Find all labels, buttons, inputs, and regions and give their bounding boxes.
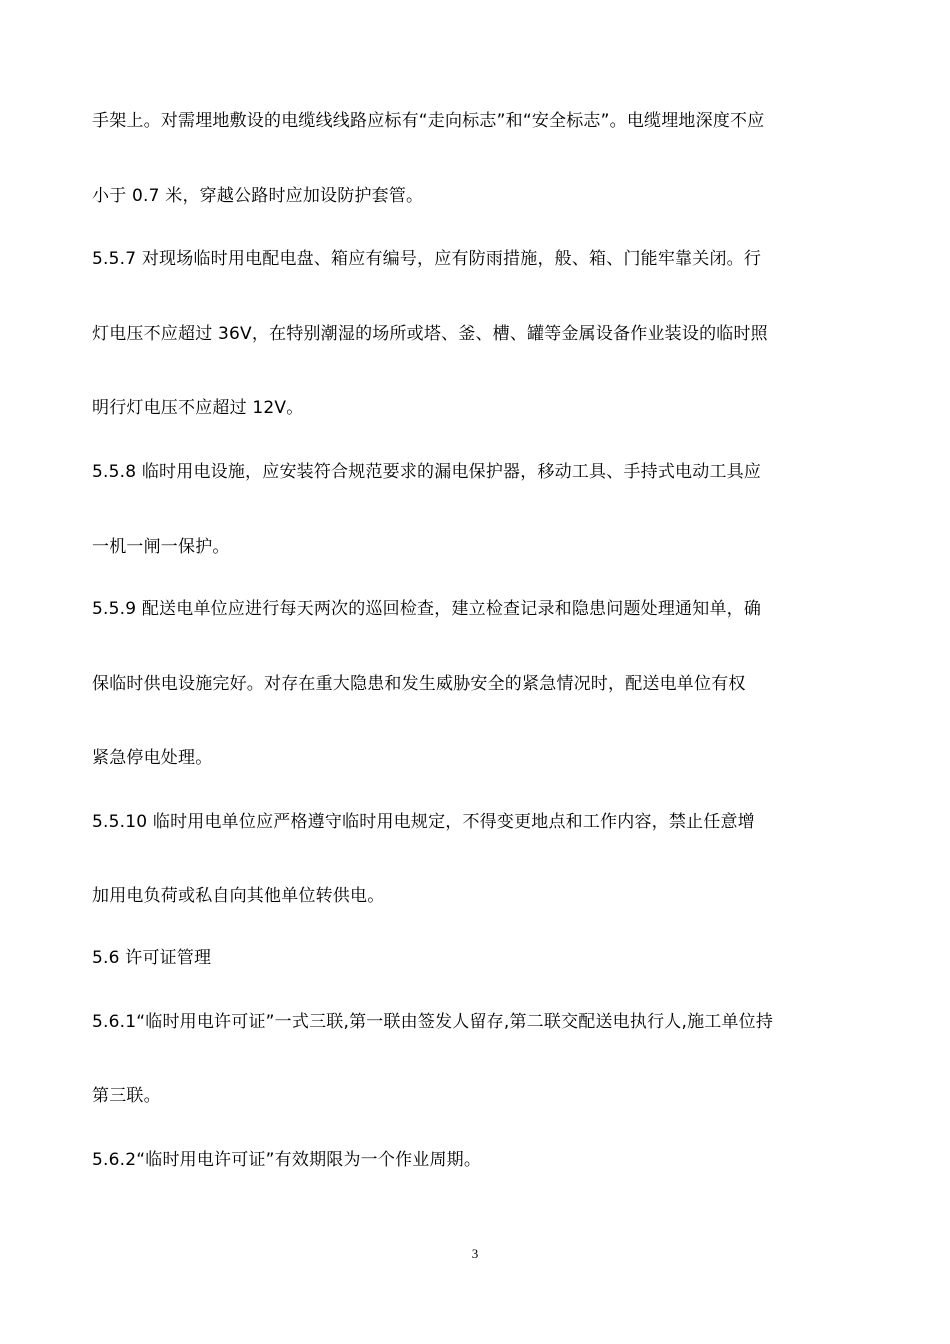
text-line: 保临时供电设施完好。对存在重大隐患和发生威胁安全的紧急情况时，配送电单位有权 bbox=[92, 674, 746, 694]
text-line: 紧急停电处理。 bbox=[92, 748, 213, 768]
section-5-5-9-line: 5.5.9 配送电单位应进行每天两次的巡回检查，建立检查记录和隐患问题处理通知单，确 bbox=[92, 599, 762, 619]
section-5-5-10-line: 5.5.10 临时用电单位应严格遵守临时用电规定，不得变更地点和工作内容，禁止任意增 bbox=[92, 812, 755, 832]
text-line: 加用电负荷或私自向其他单位转供电。 bbox=[92, 886, 385, 906]
section-5-6-1-line: 5.6.1“临时用电许可证”一式三联,第一联由签发人留存,第二联交配送电执行人,施工单位持 bbox=[92, 1012, 774, 1032]
section-5-5-7-line: 5.5.7 对现场临时用电配电盘、箱应有编号，应有防雨措施，般、箱、门能牢靠关闭。行 bbox=[92, 249, 762, 269]
text-line: 明行灯电压不应超过 12V。 bbox=[92, 398, 304, 418]
text-line: 手架上。对需埋地敷设的电缆线线路应标有“走向标志”和“安全标志”。电缆埋地深度不应 bbox=[92, 111, 765, 131]
text-line: 第三联。 bbox=[92, 1086, 161, 1106]
section-5-6-2-line: 5.6.2“临时用电许可证”有效期限为一个作业周期。 bbox=[92, 1150, 482, 1170]
section-5-5-8-line: 5.5.8 临时用电设施，应安装符合规范要求的漏电保护器，移动工具、手持式电动工具应 bbox=[92, 462, 762, 482]
section-heading-5-6: 5.6 许可证管理 bbox=[92, 948, 212, 968]
text-line: 小于 0.7 米，穿越公路时应加设防护套管。 bbox=[92, 186, 424, 206]
text-line: 灯电压不应超过 36V，在特别潮湿的场所或塔、釜、槽、罐等金属设备作业装设的临时照 bbox=[92, 324, 768, 344]
page-number: 3 bbox=[471, 1246, 479, 1261]
text-line: 一机一闸一保护。 bbox=[92, 537, 230, 557]
